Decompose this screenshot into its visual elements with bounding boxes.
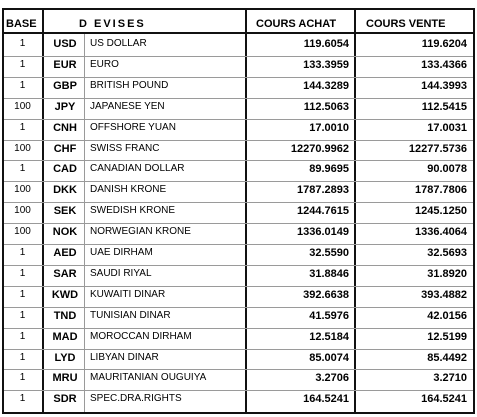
table-row [4, 328, 473, 349]
header-devises: D EVISES [79, 18, 146, 30]
buy-rate: 12.5184 [309, 330, 349, 343]
buy-rate: 144.3289 [303, 79, 349, 92]
currency-code: USD [53, 38, 77, 50]
sell-rate: 32.5693 [427, 247, 467, 259]
table-row [4, 265, 473, 286]
base-value: 100 [14, 184, 31, 196]
base-value: 1 [19, 38, 26, 49]
base-value: 1 [19, 121, 26, 133]
sell-rate: 112.5415 [421, 100, 467, 113]
table-row [4, 390, 473, 411]
base-value: 1 [19, 288, 26, 300]
table-row [4, 35, 473, 56]
sell-rate: 17.0031 [427, 121, 467, 134]
table-row [4, 369, 473, 390]
currency-name: UAE DIRHAM [90, 247, 153, 258]
sell-rate: 1787.7806 [415, 184, 467, 197]
table-row [4, 202, 473, 223]
buy-rate: 133.3959 [303, 58, 349, 71]
buy-rate: 3.2706 [315, 372, 349, 385]
base-value: 1 [19, 351, 26, 363]
currency-name: MAURITANIAN OUGUIYA [90, 372, 207, 384]
table-row [4, 307, 473, 328]
table-grid [4, 10, 473, 412]
base-value: 1 [19, 79, 26, 91]
sell-rate: 133.4366 [421, 58, 467, 71]
exchange-rate-table [2, 8, 475, 414]
currency-code: TND [53, 309, 77, 322]
sell-rate: 144.3993 [421, 79, 467, 92]
buy-rate: 392.6638 [303, 288, 349, 301]
table-row [4, 98, 473, 119]
header-cours-achat: COURS ACHAT [256, 18, 337, 30]
currency-name: SAUDI RIYAL [90, 267, 152, 279]
sell-rate: 1336.4064 [415, 226, 467, 239]
buy-rate: 41.5976 [309, 309, 349, 322]
currency-name: JAPANESE YEN [90, 100, 165, 112]
currency-name: SPEC.DRA.RIGHTS [90, 393, 182, 405]
table-row [4, 223, 473, 244]
base-value: 100 [14, 226, 31, 238]
currency-code: EUR [53, 58, 77, 71]
buy-rate: 89.9695 [309, 163, 349, 176]
currency-code: AED [53, 247, 77, 259]
table-row [4, 140, 473, 161]
currency-code: CAD [53, 163, 77, 176]
currency-name: CANADIAN DOLLAR [90, 163, 185, 175]
table-row [4, 56, 473, 77]
table-row [4, 244, 473, 265]
buy-rate: 31.8846 [309, 267, 349, 280]
currency-name: LIBYAN DINAR [90, 351, 159, 363]
sell-rate: 31.8920 [427, 267, 467, 280]
base-value: 1 [19, 247, 26, 258]
buy-rate: 85.0074 [309, 351, 349, 364]
currency-code: GBP [53, 79, 77, 92]
currency-code: LYD [54, 351, 76, 364]
sell-rate: 1245.1250 [415, 205, 467, 218]
table-row [4, 119, 473, 140]
sell-rate: 393.4882 [421, 288, 467, 301]
sell-rate: 12277.5736 [408, 142, 467, 155]
base-value: 1 [19, 309, 26, 321]
sell-rate: 85.4492 [427, 351, 467, 364]
currency-name: NORWEGIAN KRONE [90, 226, 191, 238]
buy-rate: 1244.7615 [297, 205, 349, 218]
buy-rate: 1336.0149 [297, 226, 349, 239]
buy-rate: 112.5063 [303, 100, 349, 113]
currency-name: EURO [90, 58, 119, 70]
currency-name: US DOLLAR [90, 38, 147, 49]
header-base: BASE [6, 18, 37, 30]
currency-name: MOROCCAN DIRHAM [90, 330, 192, 342]
currency-code: SAR [53, 267, 77, 280]
base-value: 1 [19, 372, 26, 384]
base-value: 100 [14, 100, 31, 112]
currency-name: OFFSHORE YUAN [90, 121, 176, 133]
base-value: 1 [19, 163, 26, 175]
currency-name: SWEDISH KRONE [90, 205, 176, 217]
currency-code: MAD [52, 330, 78, 343]
base-value: 100 [14, 142, 31, 154]
sell-rate: 12.5199 [427, 330, 467, 343]
table-row [4, 286, 473, 307]
table-row [4, 160, 473, 181]
currency-name: BRITISH POUND [90, 79, 169, 91]
table-row [4, 77, 473, 98]
table-row [4, 181, 473, 202]
currency-name: SWISS FRANC [90, 142, 160, 154]
base-value: 1 [19, 267, 26, 279]
buy-rate: 164.5241 [303, 393, 349, 406]
currency-name: KUWAITI DINAR [90, 288, 166, 300]
currency-code: JPY [54, 100, 76, 113]
currency-code: DKK [53, 184, 77, 197]
currency-code: MRU [52, 372, 78, 385]
buy-rate: 1787.2893 [297, 184, 349, 197]
currency-code: CHF [53, 142, 77, 155]
buy-rate: 12270.9962 [290, 142, 349, 155]
currency-name: TUNISIAN DINAR [90, 309, 171, 321]
buy-rate: 17.0010 [309, 121, 349, 134]
sell-rate: 164.5241 [421, 393, 467, 406]
base-value: 1 [19, 58, 26, 70]
buy-rate: 32.5590 [309, 247, 349, 259]
sell-rate: 3.2710 [433, 372, 467, 385]
currency-name: DANISH KRONE [90, 184, 167, 196]
sell-rate: 119.6204 [421, 38, 467, 50]
currency-code: NOK [52, 226, 78, 239]
table-row [4, 349, 473, 370]
base-value: 1 [19, 330, 26, 342]
currency-code: CNH [53, 121, 77, 134]
sell-rate: 90.0078 [427, 163, 467, 176]
header-cours-vente: COURS VENTE [366, 18, 446, 30]
currency-code: KWD [51, 288, 79, 301]
base-value: 100 [14, 205, 31, 217]
currency-code: SDR [53, 393, 77, 406]
buy-rate: 119.6054 [303, 38, 349, 50]
currency-code: SEK [53, 205, 77, 218]
sell-rate: 42.0156 [427, 309, 467, 322]
base-value: 1 [19, 393, 26, 405]
